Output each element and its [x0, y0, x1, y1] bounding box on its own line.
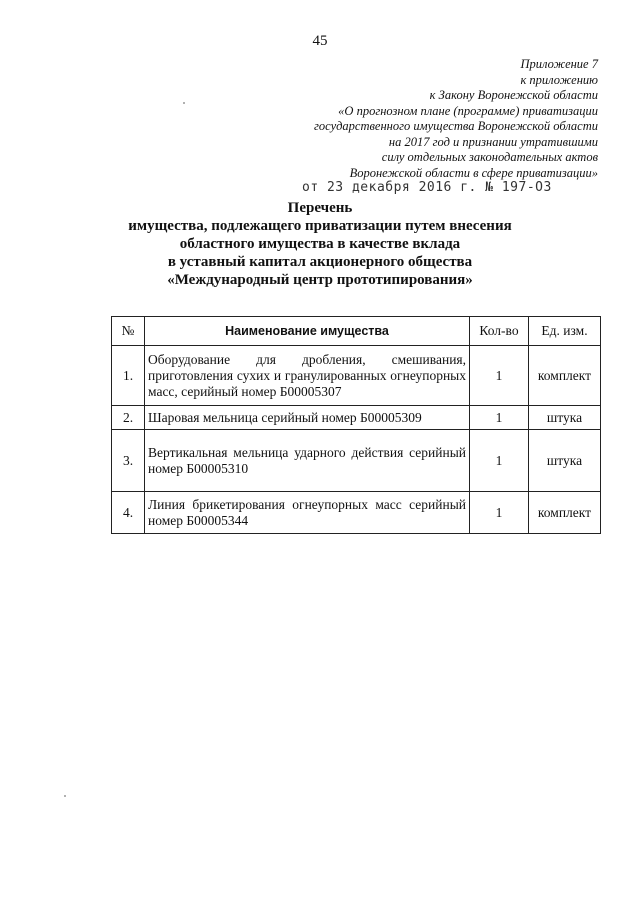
row-qty: 1 — [470, 406, 529, 430]
appendix-line: Приложение 7 — [520, 57, 598, 71]
date-number-stamp: от 23 декабря 2016 г. № 197-ОЗ — [302, 180, 552, 195]
table-row — [112, 346, 601, 406]
row-name: Вертикальная мельница ударного действия серийный номер Б00005310 — [145, 430, 470, 492]
row-name: Линия брикетирования огнеупорных масс серийный номер Б00005344 — [145, 492, 470, 534]
header-qty: Кол-во — [470, 317, 529, 346]
header-name: Наименование имущества — [145, 317, 470, 346]
row-num: 3. — [112, 430, 145, 492]
row-name: Оборудование для дробления, смешивания, приготовления сухих и гранулированных огнеупорных масс, серийный номер Б00005307 — [145, 346, 470, 406]
title-line: Перечень — [287, 200, 353, 216]
table-row — [112, 406, 601, 430]
row-qty: 1 — [470, 346, 529, 406]
table-row — [112, 430, 601, 492]
appendix-line: к приложению — [520, 72, 598, 87]
row-qty: 1 — [470, 430, 529, 492]
table-row — [112, 492, 601, 534]
table-header-row — [112, 317, 601, 346]
header-num: № — [112, 317, 145, 346]
row-unit: комплект — [529, 492, 601, 534]
title-line: в уставный капитал акционерного общества — [167, 254, 473, 270]
appendix-line: государственного имущества Воронежской области — [314, 119, 598, 133]
title-line: имущества, подлежащего приватизации путем внесения — [128, 218, 512, 234]
title-line: «Международный центр прототипирования» — [167, 272, 473, 288]
property-table — [111, 316, 601, 534]
appendix-line: «О прогнозном плане (программе) приватизации — [338, 103, 598, 118]
title-line: областного имущества в качестве вклада — [179, 236, 461, 252]
row-unit: штука — [529, 430, 601, 492]
document-title — [0, 199, 640, 289]
appendix-line: на 2017 год и признании утратившими — [388, 134, 598, 149]
appendix-line: к Закону Воронежской области — [429, 88, 598, 102]
scan-speck — [183, 102, 185, 104]
row-num: 4. — [112, 492, 145, 534]
appendix-line: силу отдельных законодательных актов — [381, 150, 598, 164]
appendix-header — [278, 57, 598, 181]
header-unit: Ед. изм. — [529, 317, 601, 346]
appendix-line: Воронежской области в сфере приватизации» — [349, 165, 598, 180]
row-name: Шаровая мельница серийный номер Б00005309 — [145, 406, 470, 430]
row-qty: 1 — [470, 492, 529, 534]
scan-speck — [64, 795, 66, 797]
row-num: 1. — [112, 346, 145, 406]
row-num: 2. — [112, 406, 145, 430]
row-unit: комплект — [529, 346, 601, 406]
row-unit: штука — [529, 406, 601, 430]
page-number: 45 — [312, 33, 328, 49]
